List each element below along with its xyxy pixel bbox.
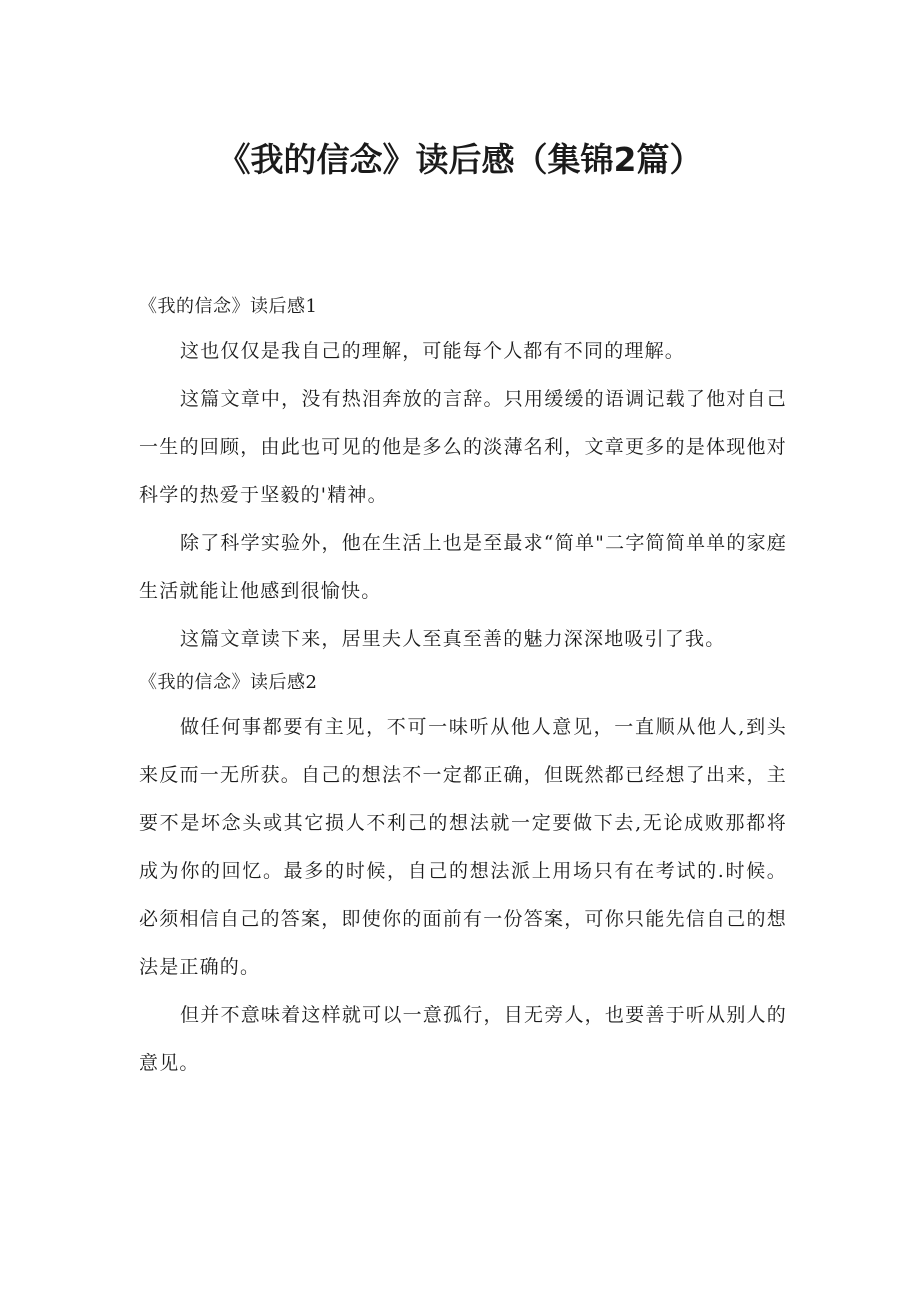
body-paragraph: 除了科学实验外，他在生活上也是至最求“简单"二字简简单单的家庭生活就能让他感到很愉快。 bbox=[139, 532, 787, 602]
section-heading: 《我的信念》读后感2 bbox=[139, 672, 318, 693]
body-paragraph: 这也仅仅是我自己的理解，可能每个人都有不同的理解。 bbox=[180, 340, 686, 362]
document-title: 《我的信念》读后感（集锦2篇） bbox=[217, 140, 703, 179]
essay-section-1 bbox=[139, 287, 787, 663]
body-paragraph: 做任何事都要有主见，不可一味听从他人意见，一直顺从他人,到头来反而一无所获。自己的想法不一定都正确，但既然都已经想了出来，主要不是坏念头或其它损人不利己的想法就一定要做下去,无论成败那都将成为你的回忆。最多的时候，自己的想法派上用场只有在考试的.时候。必须相信自己的答案，即使你的面前有一份答案，可你只能先信自己的想法是正确的。 bbox=[139, 716, 787, 978]
section-heading: 《我的信念》读后感1 bbox=[139, 296, 318, 317]
body-paragraph: 但并不意味着这样就可以一意孤行，目无旁人，也要善于听从别人的意见。 bbox=[139, 1004, 787, 1074]
essay-section-2 bbox=[139, 663, 787, 1087]
body-paragraph: 这篇文章读下来，居里夫人至真至善的魅力深深地吸引了我。 bbox=[180, 628, 726, 650]
document-body bbox=[139, 287, 787, 1087]
body-paragraph: 这篇文章中，没有热泪奔放的言辞。只用缓缓的语调记载了他对自己一生的回顾，由此也可见的他是多么的淡薄名利，文章更多的是体现他对科学的热爱于坚毅的'精神。 bbox=[139, 388, 787, 506]
